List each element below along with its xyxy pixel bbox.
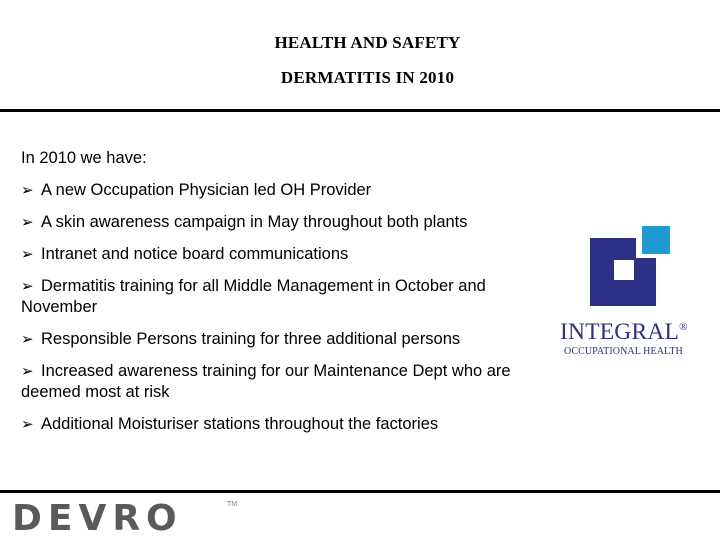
list-item-text: Dermatitis training for all Middle Management in October and November <box>21 277 486 316</box>
footer-divider <box>0 490 720 493</box>
header-divider <box>0 109 720 112</box>
devro-logo <box>12 498 238 539</box>
list-item-text: A new Occupation Physician led OH Provider <box>41 181 372 199</box>
arrow-bullet-icon: ➢ <box>21 277 34 295</box>
list-item-text: Responsible Persons training for three additional persons <box>41 330 461 348</box>
list-item <box>21 414 541 435</box>
list-item <box>21 361 541 403</box>
arrow-bullet-icon: ➢ <box>21 213 34 231</box>
slide-body <box>21 148 541 446</box>
integral-logo <box>560 222 700 362</box>
list-item <box>21 212 541 233</box>
trademark-mark: TM <box>227 501 238 508</box>
list-item <box>21 276 541 318</box>
list-item <box>21 244 541 265</box>
list-item-text: Increased awareness training for our Maintenance Dept who are deemed most at risk <box>21 362 511 401</box>
list-item <box>21 180 541 201</box>
intro-text: In 2010 we have: <box>21 149 147 167</box>
list-item-text: Additional Moisturiser stations throughout the factories <box>41 415 439 433</box>
list-item-text: Intranet and notice board communications <box>41 245 349 263</box>
arrow-bullet-icon: ➢ <box>21 245 34 263</box>
list-item-text: A skin awareness campaign in May throughout both plants <box>41 213 468 231</box>
bullet-list <box>21 180 541 435</box>
arrow-bullet-icon: ➢ <box>21 330 34 348</box>
list-item <box>21 329 541 350</box>
integral-mark-icon <box>590 222 672 306</box>
arrow-bullet-icon: ➢ <box>21 362 34 380</box>
slide-subtitle: DERMATITIS IN 2010 <box>280 68 455 87</box>
slide-header <box>0 0 720 110</box>
devro-wordmark: DEVRO <box>12 498 183 539</box>
slide-title: HEALTH AND SAFETY <box>274 33 461 52</box>
integral-tagline: OCCUPATIONAL HEALTH <box>564 346 683 357</box>
registered-mark: ® <box>679 321 688 333</box>
arrow-bullet-icon: ➢ <box>21 181 34 199</box>
integral-wordmark: INTEGRAL® <box>560 319 688 345</box>
arrow-bullet-icon: ➢ <box>21 415 34 433</box>
